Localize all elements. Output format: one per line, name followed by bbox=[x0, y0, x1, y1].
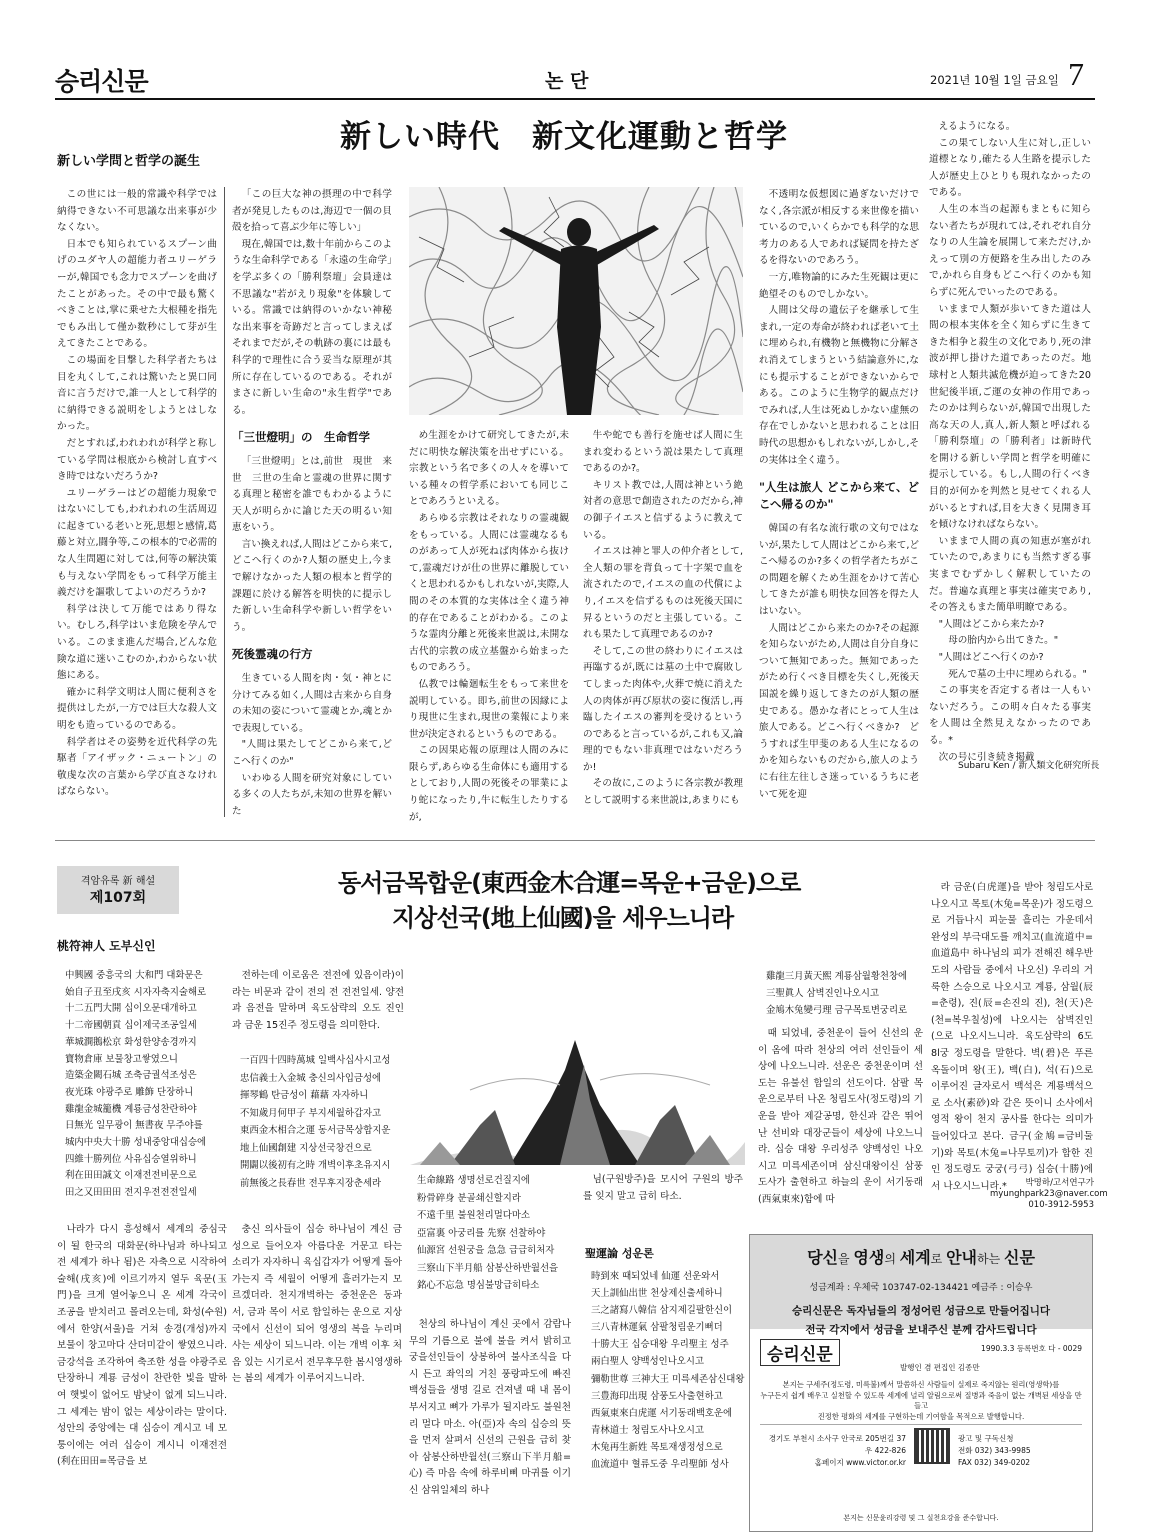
subheading: 「三世燈明」の 生命哲学 bbox=[232, 430, 370, 445]
verse-title-seongunron: 聖運論 성운론 bbox=[585, 1247, 654, 1260]
registration: 1990.3.3 등록번호 다 - 0029 bbox=[981, 1344, 1082, 1353]
section-title: 논 단 bbox=[545, 70, 589, 92]
publisher: 발행인 겸 편집인 김종만 bbox=[900, 1363, 980, 1372]
ad-title: 당신을 영생의 세계로 안내하는 신문 bbox=[807, 1248, 1035, 1267]
masthead-logo: 승리신문 bbox=[55, 67, 148, 96]
address: 경기도 부천시 소사구 안국로 205번길 37 우 422-826 홈페이지 www.victor.or.kr bbox=[768, 1434, 906, 1467]
colophon-logo: 승리신문 bbox=[760, 1339, 840, 1366]
thanks-line-1: 승리신문은 독자님들의 정성어린 성금으로 만들어집니다 bbox=[791, 1305, 1051, 1317]
article1-col3: め生涯をかけて研究してきたが,未だに明快な解決策を出せずにいる。宗教という名で多くの人々を導いている種々の哲学系においても同じことであろうといえる。 あらゆる宗教はそれなりの霊魂観をもっている。人間には霊魂なるものがあって人が死ねば肉体から抜けて,霊魂だけが仕の世界に離脱していくと思われるかもしれないが,実際,人間のその本質的な実体は全く違う神的存在であることがわかる。このような霊肉分離と死後来世説は,未開な古代的宗教の成立基盤から始まったものであろう。 仏教では輪廻転生をもって来世を説明している。即ち,前世の因縁により現世に生まれ,現世の業報により来世が決定されるというものである。 この因果応報の原理は人間のみに限らず,あらゆる生命体にも適用するとしており,人間の死後その罪業により蛇になったり,牛に転生したりするが, bbox=[409, 430, 569, 823]
article2-body-e: 천상의 하나님이 계신 곳에서 감람나무의 기름으로 불에 불을 켜서 밝히고 궁을선인들이 상봉하여 불사조식을 다시 든고 좌익의 거친 풍랑파도에 빠진 백성들을 생명 길로 건져낼 때 내 몸이 부서지고 뼈가 가루가 될지라도 불원천리 멀다 마소. 아(亞)자 속의 십승의 뜻을 먼저 살펴서 신선의 근원을 급히 찾아 삼봉산하반월선(三察山下半月船=心) 즉 마음 속에 하루비삐 마귀를 이기신 삼위일체의 하나 bbox=[409, 1319, 571, 1496]
verse-block-2: 一百四十四時萬城 일백사십사시고성 忠信義士入金城 충신의사입금성에 揮琴鶴 탄금성이 藉藉 자자하니 不知歲月何甲子 부지세월하갑자고 東西金木相合之運 동서금목상합지운 地上仙國創建 지상선국창건으로 開闢以後初有之時 개벽이후초유지시 前無後之長春世 전무후지장춘세라 bbox=[240, 1055, 391, 1189]
article1-col2: 「この巨大な神の摂理の中で科学者が発見したものは,海辺で一個の貝殻を拾って喜ぶ少年に等しい」 現在,韓国では,数十年前からこのような生命科学である「永遠の生命学」を学ぶ多くの「勝利祭壇」会員達は不思議な"若がえり現象"を体験している。常識では納得のいかない神秘な出来事を奇跡だと言ってしまえばそれまでだが,その軌跡の裏には最も科学的で理性に合う妥当な原理が其所に存在しているのである。それがまさに新しい生命の"永生哲学"である。 「三世燈明」の 生命哲学 「三世燈明」とは,前世 現世 来世 三世の生命と霊魂の世界に関する真理と秘密を誰でもわかるように天人が明らかに諭じた天の明るい知恵をいう。 言い換えれば,人間はどこから来て,どこへ行くのか?人類の歴史上,今まで解けなかった人類の根本と哲学的課題に於ける解答を明快的に提示した新しい生命科学や新しい哲学をいう。 死後霊魂の行方 生きている人間を肉・気・神とに分けてみる如く,人間は古来から自身の未知の姿について霊魂とか,魂とかで表現している。 "人間は果たしてどこから来て,どこへ行くのか" いわゆる人間を研究対象にしている多くの人たちが,未知の世界を解いた bbox=[232, 189, 392, 817]
subheading: 死後霊魂の行方 bbox=[232, 647, 313, 662]
article1-col1: この世には一般的常識や科学では納得できない不可思議な出来事が少なくない。 日本でも知られているスプーン曲げのユダヤ人の超能力者ユリーゲラーが,韓国でも念力でスプーンを曲げたことがあった。その中で最も驚くべきことは,掌に乗せた大根種を指先でもみ出して僅か数秒にして芽が生えてきたことである。 この場面を目撃した科学者たちは目を丸くして,これは驚いたと異口同音に言うだけで,誰一人として科学的に納得できる説明をしようとはしなかった。 だとすれば,われわれが科学と称している学問は根底から検討し直すべき時ではないだろうか? ユリーゲラーはどの超能力現象ではないにしても,われわれの生活周辺に起きている老いと死,思想と感情,葛藤と対立,闘争等,この根本的で必需的な人生問題に対しては,何等の解決策も与えない学問をもって科学万能主義だけを謳歌してよいのだろうか? 科学は決して万能ではあり得ない。むしろ,科学はいま危険を孕んでいる。このまま進んだ場合,どんな危険な道に迷いこむのか,わからない状態にある。 確かに科学文明は人間に便利さを提供はしたが,一方では巨大な殺人文明をも造っているのである。 科学者はその姿勢を近代科学の先駆者「アイザック・ニュートン」の敬虔な次の言葉から学び直さなければならない。 bbox=[57, 189, 217, 798]
ad-header bbox=[750, 1235, 1092, 1336]
contact-info: 광고 및 구독신청 전화 032) 343-9985 FAX 032) 349-0202 bbox=[958, 1434, 1031, 1467]
article1-byline: Subaru Ken / 新人類文化研究所長 bbox=[958, 761, 1100, 771]
series-number: 제107회 bbox=[89, 890, 147, 906]
article2-body-d: 님(구원방주)을 모시어 구원의 방주를 잊지 말고 급히 타소. bbox=[583, 1174, 743, 1202]
article1-col6: えるようになる。 この果てしない人生に対し,正しい道標となり,確たる人生路を提示した人が歴史上ひとりも現れなかったのである。 人生の本当の起源もまともに知らない者たちが現れては,それぞれ自分なりの人生論を展開して来ただけ,かえって別の方便路を生み出したのみで,かれら自身もどこへ行くのかも知らずに死んでいったのである。 いままで人類が歩いてきた道は人間の根本実体を全く知らずに生きてきた相争と殺生の文化であり,死の津波が押し掛けた道であったのだ。地球村と人類共滅危機が迫ってきた20世紀後半頃,ご運の女神の作用であったのかは判らないが,韓国で出現した高な天の人,真人,新人類と呼ばれる「勝利祭壇」の「勝利者」は新時代を開ける新しい学問と哲学を明確に提示している。もし,人間の行くべき目的が何かを判然と見せてくれる人がいるとすれば,目を大きく見開き耳を傾けなければならない。 いままで人間の真の知恵が塞がれていたので,あまりにも当然すぎる事実までむずかしく解釈していたのだ。普遍な真理と事実は確実であり,その答えもまた簡単明瞭である。 "人間はどこから来たか? 母の胎内から出てきた。" "人間はどこへ行くのか? 死んで墓の土中に埋められる。" この事実を否定する者は一人もいないだろう。この明々白々たる事実を人間は全然見えなかったのである。* 次の号に引き続き掲載 bbox=[929, 121, 1091, 763]
article1-headline: 新しい時代 新文化運動と哲学 bbox=[340, 119, 788, 155]
section-divider bbox=[55, 840, 1095, 841]
series-label: 격암유록 新 해설 bbox=[80, 876, 156, 887]
article2-body-b: 전하는데 이로움은 전전에 있음이라)이라는 비문과 같이 전의 전 전전일세. 양전과 음전을 말하며 육도삼략의 오도 진인과 금운 15진주 정도령을 의미한다. bbox=[232, 970, 404, 1031]
ad-box bbox=[749, 1234, 1093, 1532]
subheading: "人生は旅人 どこから来て、どこへ帰るのか" bbox=[759, 480, 919, 512]
article2-author: 桃符神人 도부신인 bbox=[57, 939, 156, 953]
page-number: 7 bbox=[1068, 56, 1084, 92]
column-rule bbox=[224, 187, 225, 817]
verse-block-5: 雞龍三月黃天熙 계룡삼월황천창에 三聖眞人 삼벽진인나오시고 金鳩木兔變弓理 금구목토변궁리로 bbox=[766, 971, 908, 1016]
illustration-mountains bbox=[410, 1030, 745, 1165]
ethics-footnote: 본지는 신문윤리강령 및 그 실천요강을 준수합니다. bbox=[843, 1514, 999, 1522]
article2-signoff: 박명하/고서연구가 myunghpark23@naver.com 010-3912-5953 bbox=[990, 1178, 1108, 1210]
article1-col4: 牛や蛇でも善行を施せば人間に生まれ変わるという説は果たして真理であるのか?。 キリスト教では,人間は神という絶対者の意思で創造されたのだから,神の御子イエスと信ずるように教えている。 イエスは神と罪人の仲介者として,全人類の罪を背負って十字架で血を流されたので,イエスの血の代償により,イエスを信ずるものは死後天国に昇るというのだと主張している。これも果たして真理であるのか? そして,この世の終わりにイエスは再臨するが,既には墓の土中で腐敗してしまった肉体や,火葬で焼に消えた人の肉体が再び原状の姿に復活し,再臨したイエスの審判を受けるというのであると言っているが,これも又,論理的でもない非真理ではないだろうか! その故に,このように各宗教が教理として説明する来世説は,あまりにも bbox=[583, 430, 743, 807]
qr-code bbox=[916, 1430, 948, 1462]
verse-block-4: 時到來 때되었네 仙運 선운와서 天上訓仙出世 천상제신출세하니 三之諸寫八韓信 삼지제길팔한신이 三八青林運氣 삼팔청림운기뻐더 十勝大王 십승대왕 우리聖主 성주 兩白聖人 양백성인나오시고 彌勒世尊 三神大王 미륵세존삼신대왕 三豊海印出現 삼풍도사출현하고 西氣東來白虎運 서기동래백호운에 青林道士 청림도사나오시고 木兔再生新姓 목토재생정성으로 血流道中 혈류도중 우리聖師 성사 bbox=[591, 1271, 745, 1471]
verse-block-1: 中興國 중흥국의 大和門 대화문은 始自子丑至戌亥 시자자축지술해로 十二五門大開 십이오문대개하고 十二帝國朝貢 십이제국조공일세 華城澗鵝松京 화성한양송경까지 寶物倉庫 보물창고쌓였으니 造築金闕石城 조축금궐석조성은 夜光珠 야광주로 雕飾 단장하니 雞龍金城籠機 계룡금성찬란하야 日無光 일무광이 無書夜 무주야를 城内中央大十勝 성내중앙대십승에 四維十勝列位 사유십승열위하니 利在田田誠文 이재전전비문으로 田之又田田田 전지우전전전일세 bbox=[65, 970, 207, 1199]
mission-statement: 본지는 구세주(정도령, 미륵불)께서 말씀하신 사람들이 실제로 죽지않는 원리(영생학)를 누구든지 쉽게 배우고 실천할 수 있도록 세계에 널리 알림으로써 질병과 죽음이 없는 개벽된 세상을 만들고 진정한 평화의 세계를 구현하는데 기여함을 목적으로 발행합니다. bbox=[760, 1380, 1082, 1421]
verse-block-3: 生命線路 생명선로건질지에 粉骨碎身 분골쇄신할지라 不遠千里 불원천리멀다마소 亞富裏 아궁리를 先察 선찰하야 仙源宮 선원궁을 急急 급급히처자 三察山下半月船 삼봉산하반월선을 銘心不忘急 명심불망급히타소 bbox=[417, 1175, 559, 1291]
header-rule bbox=[55, 98, 1095, 100]
series-box bbox=[57, 866, 179, 914]
issue-date: 2021년 10월 1일 금요일 bbox=[930, 73, 1059, 87]
article2-headline-2: 지상선국(地上仙國)을 세우느니라 bbox=[392, 904, 734, 932]
article2-body-a: 나라가 다시 흥성해서 세계의 중심국이 될 한국의 대화문(하나님과 하나되고 전 세계가 하나 됨)은 자축으로 시작하여 술해(戌亥)에 이르기까지 열두 육문(玉門)을 크게 열어놓으니 온 세계 각국이 조공을 받치러고 몰려오는데, 화성(수원)에서 한양(서울)을 거쳐 송경(개성)까지 보물이 창고마다 산더미같이 쌓였으니라. 금강석을 조각하여 축조한 성을 야광주로 단장하니 계룡 금성이 찬란한 빛을 발하여 햇빛이 없어도 밤낮이 없게 되느니라. 그 세계는 밤이 없는 세상이라는 말이다. 성안의 중앙에는 대 십승이 계시고 네 모퉁이에는 여러 십승이 계시니 이재전전(利在田田=목금을 보 bbox=[57, 1224, 227, 1468]
article2-body-g: 라 금운(白虎運)을 받아 청림도사로 나오시고 목토(木兔=목운)가 정도령으로 거듭나시 피눈물 흘리는 가운데서 완성의 부극대도를 깨치고(血流道中=血道島中 하나님의 피가 전해진 해우반도의 사람들 중에서 나오신) 우리의 거룩한 스승으로 나오시고 계룡, 삼월(辰=춘령), 진(辰=손진의 진), 천(天)은(천=복우칠성)에 나오시는 삼벽진인(으로 나오시느니라. 육도삼략의 6도 8l궁 정도령을 말한다. 벽(碧)은 푸른 옥돌이며 왕(王), 백(白), 석(石)으로 이루어진 글자로서 백석은 계룡백석으로 소사(素砂)와 같은 뜻이니 소사에서 영적 왕이 천지 공사를 한다는 의미가 들어있다고 본다. 금구(金鳩=금비둘기)와 목토(木兔=나무토끼)가 합한 진인 정도령도 궁궁(弓弓) 십승(十勝)에서 나오시느니라.* bbox=[931, 882, 1093, 1192]
thanks-line-2: 전국 각지에서 성금을 보내주신 분께 감사드립니다 bbox=[805, 1324, 1037, 1336]
article1-col5: 不透明な仮想図に過ぎないだけでなく,各宗派が相反する来世像を描いているので,いくらかでも科学的な思考力のある人であれば疑問を持たざるを得ないのであろう。 一方,唯物論的にみた生死観は更に絶望そのものでしかない。 人間は父母の遺伝子を継承して生まれ,一定の寿命が終われば老いて土に埋められ,有機物と無機物に分解され消えてしまうという結論意外に,なにも提示することができないからである。このように生物学的観点だけでみれば,人生は死ぬしかない虚無の存在でしかないと思われることは旧時代の思想かもしれないが,しかし,その実体は全く違う。 "人生は旅人 どこから来て、どこへ帰るのか" 韓国の有名な流行歌の文句ではないが,果たして人間はどこから来て,どこへ帰るのか?多くの哲学者たちがこの問題を解くため生涯をかけて苦心してきたが誰も明快な回答を得た人はいない。 人間はどこから来たのか?その起源を知らないがため,人間は自分自身について無知であった。無知であったがため行くべき目標を失くし,死後天国説を繰り返してきたのが人類の歴史である。愚かな者にとって人生は旅人である。どこへ行くべきか? どうすれば生甲斐のある人生になるのかを知らないものだから,旅人のように右往左往しさ迷っているうちに老いて死を迎 bbox=[759, 189, 919, 800]
article2-body-f: 때 되었네, 중천운이 들어 신선의 운이 옴에 따라 천상의 여러 선인들이 세상에 나오느니라. 선운은 중천운이며 선도는 유불선 합일의 선도이다. 삼팔 목운으로부터 나온 청림도사(정도령)의 기운을 받아 제갈공명, 한신과 같은 뛰어난 선비와 대장군들이 세상에 나오느니라. 십승 대왕 우리성주 양백성인 나오시고 미륵세존이며 삼신대왕이신 삼풍 도사가 출현하고 하늘의 운이 서기동래(西氣東來)함에 따 bbox=[758, 1028, 923, 1205]
article2-headline-1: 동서금목합운(東西金木合運=목운+금운)으로 bbox=[338, 869, 801, 897]
article2-body-c: 충신 의사들이 십승 하나님이 계신 금성으로 들어오자 아름다운 거문고 타는 소리가 자자하니 육십갑자가 어떻게 돌아가는지 즉 세월이 어떻게 흘러가는지 모르겠더라. 천지개벽하는 중천운은 동과 서, 금과 목이 서로 합일하는 운으로 지상국에서 신선이 되어 영생의 복을 누리며 사는 세상이 되느니라. 이는 개벽 이후 처음 있는 시기로서 전무후무한 봄시영생하는 봄의 세계가 이루어지느니라. bbox=[232, 1224, 402, 1385]
donation-account: 성금계좌 : 우체국 103747-02-134421 예금주 : 이승우 bbox=[809, 1283, 1033, 1293]
illustration-man-energy bbox=[409, 187, 743, 415]
quote-block: "人間はどこから来たか? 母の胎内から出てきた。" "人間はどこへ行くのか? 死んで墓の土中に埋められる。" bbox=[938, 618, 1087, 680]
article1-subhead: 新しい学問と哲学の誕生 bbox=[57, 154, 201, 169]
